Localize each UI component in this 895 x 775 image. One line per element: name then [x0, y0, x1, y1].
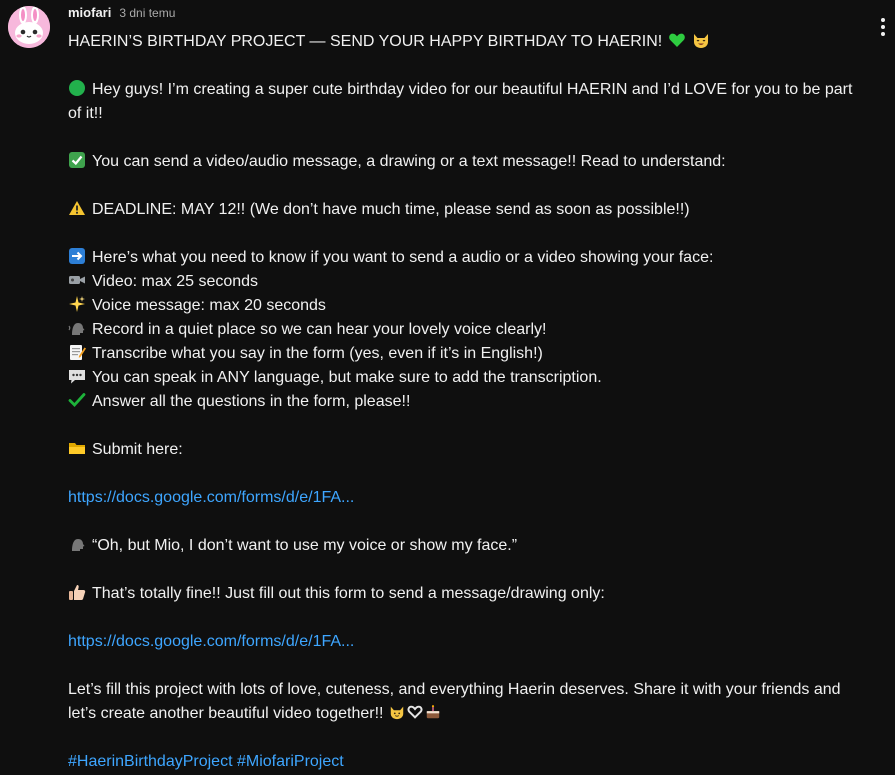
comment-line-need-to-know	[68, 246, 868, 270]
need-to-know-text: Here’s what you need to know if you want to send a audio or a video showing your face:	[92, 249, 714, 266]
submit-text: Submit here:	[92, 441, 183, 458]
spacer	[68, 126, 868, 150]
record-text: Record in a quiet place so we can hear your lovely voice clearly!	[92, 321, 547, 338]
video-camera-icon	[68, 271, 86, 289]
transcribe-text: Transcribe what you say in the form (yes, even if it’s in English!)	[92, 345, 543, 362]
happy-cat-icon	[692, 31, 710, 49]
comment-line-language	[68, 366, 868, 390]
more-actions-button[interactable]	[871, 12, 895, 42]
kebab-menu-icon-dot	[881, 32, 885, 36]
sparkles-icon	[68, 295, 86, 313]
comment-body	[68, 30, 868, 774]
voice-text: Voice message: max 20 seconds	[92, 297, 326, 314]
language-text: You can speak in ANY language, but make sure to add the transcription.	[92, 369, 602, 386]
silent-head-icon	[68, 535, 86, 553]
deadline-text: DEADLINE: MAY 12!! (We don’t have much time, please send as soon as possible!!)	[92, 201, 690, 218]
heart-hands-icon	[407, 704, 423, 720]
comment-line-title	[68, 30, 868, 54]
can-send-text: You can send a video/audio message, a drawing or a text message!! Read to understand:	[92, 153, 726, 170]
comment-line-submit	[68, 438, 868, 462]
green-heart-icon	[668, 31, 686, 49]
hashtag-haerin-birthday-project[interactable]: #HaerinBirthdayProject	[68, 753, 233, 770]
hashtag-miofari-project[interactable]: #MiofariProject	[236, 753, 344, 770]
comment-line-intro	[68, 78, 868, 126]
warning-icon	[68, 199, 86, 217]
spacer	[68, 510, 868, 534]
spacer	[68, 558, 868, 582]
spacer	[68, 606, 868, 630]
comment-line-video	[68, 270, 868, 294]
comment-line-hashtags	[68, 750, 868, 774]
memo-icon	[68, 343, 86, 361]
author-name[interactable]: miofari	[68, 5, 112, 20]
video-text: Video: max 25 seconds	[92, 273, 259, 290]
comment-header	[68, 5, 175, 25]
cat-face-icon	[389, 704, 405, 720]
form-link-message[interactable]: https://docs.google.com/forms/d/e/1FA...	[68, 633, 355, 650]
check-box-icon	[68, 151, 86, 169]
spacer	[68, 54, 868, 78]
fine-text: That’s totally fine!! Just fill out this form to send a message/drawing only:	[92, 585, 605, 602]
kebab-menu-icon-dot	[881, 25, 885, 29]
kebab-menu-icon	[881, 18, 885, 22]
title-text: HAERIN’S BIRTHDAY PROJECT — SEND YOUR HAPPY BIRTHDAY TO HAERIN!	[68, 33, 663, 50]
spacer	[68, 414, 868, 438]
check-mark-icon	[68, 391, 86, 409]
folder-icon	[68, 439, 86, 457]
form-link-video[interactable]: https://docs.google.com/forms/d/e/1FA...	[68, 489, 355, 506]
outro-text: Let’s fill this project with lots of love, cuteness, and everything Haerin deserves. Share it with your friends and let’s create another beautiful video together!!	[68, 681, 841, 722]
comment-line-record	[68, 318, 868, 342]
spacer	[68, 462, 868, 486]
intro-text: Hey guys! I’m creating a super cute birthday video for our beautiful HAERIN and I’d LOVE for you to be part of it!!	[68, 81, 853, 122]
spacer	[68, 174, 868, 198]
comment-line-link-two	[68, 630, 868, 654]
avatar[interactable]	[8, 6, 50, 48]
comment-line-transcribe	[68, 342, 868, 366]
spacer	[68, 222, 868, 246]
timestamp[interactable]: 3 dni temu	[119, 6, 176, 20]
green-circle-icon	[68, 79, 86, 97]
thumbs-up-icon	[68, 583, 86, 601]
comment-line-can-send	[68, 150, 868, 174]
comment-line-link-one	[68, 486, 868, 510]
cake-icon	[425, 704, 441, 720]
comment-line-deadline	[68, 198, 868, 222]
answer-text: Answer all the questions in the form, please!!	[92, 393, 411, 410]
spacer	[68, 726, 868, 750]
comment-line-answer	[68, 390, 868, 414]
quote-text: “Oh, but Mio, I don’t want to use my voice or show my face.”	[92, 537, 518, 554]
comment-line-voice	[68, 294, 868, 318]
bunny-avatar-icon	[8, 6, 50, 48]
comment-line-fine	[68, 582, 868, 606]
speaking-head-icon	[68, 319, 86, 337]
comment-line-outro	[68, 678, 868, 726]
right-arrow-icon	[68, 247, 86, 265]
speech-bubble-icon	[68, 367, 86, 385]
comment-line-quote	[68, 534, 868, 558]
spacer	[68, 654, 868, 678]
